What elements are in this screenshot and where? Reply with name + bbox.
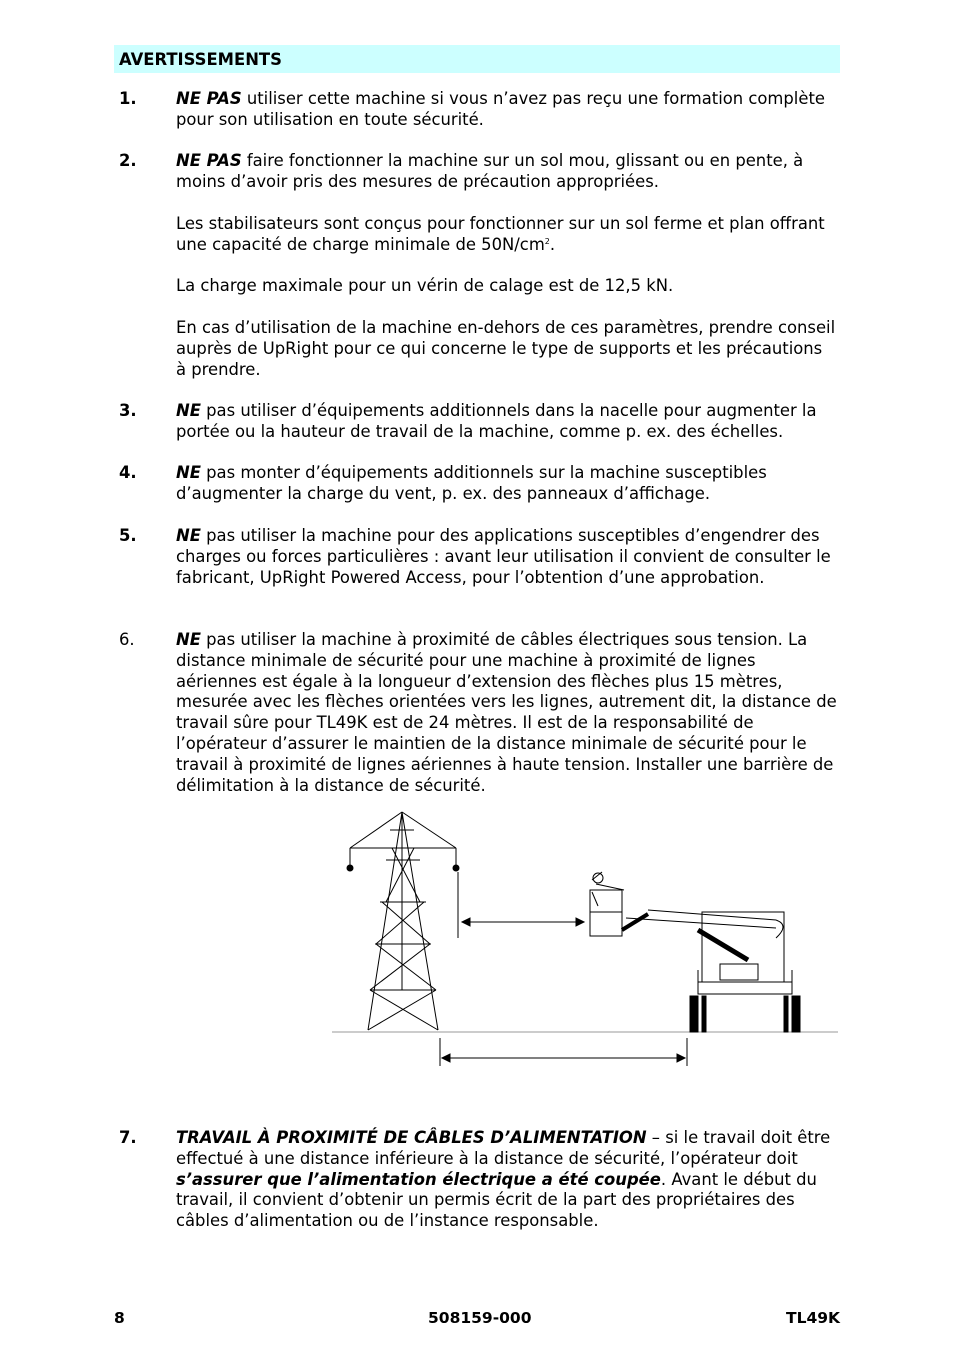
max-load-paragraph: La charge maximale pour un vérin de calage est de 12,5 kN. [176, 276, 674, 295]
item-text: NE pas utiliser la machine à proximité de câbles électriques sous tension. La distance minimale de sécurité pour une machine à proximité de lignes aériennes est égale à la longueur d’extension des flèches plus 15 mètres, mesurée avec les flèches orientées vers les lignes, autrement dit, la distance de travail sûre pour TL49K est de 24 mètres. Il est de la responsabilité de l’opérateur d’assurer le maintien de la distance minimale de sécurité pour le travail à proximité de lignes aériennes à haute tension. Installer une barrière de délimitation à la distance de sécurité. [176, 630, 837, 795]
insulator-left [347, 865, 353, 871]
item-text: NE PAS utiliser cette machine si vous n’avez pas reçu une formation complète pour son utilisation en toute sécurité. [176, 89, 825, 129]
item-number: 7. [119, 1128, 137, 1147]
pylon-icon [350, 812, 456, 1030]
item-text: NE PAS faire fonctionner la machine sur un sol mou, glissant ou en pente, à moins d’avoir pris des mesures de précaution appropriées. [176, 151, 804, 191]
item-number: 4. [119, 463, 137, 482]
outside-parameters-paragraph: En cas d’utilisation de la machine en-dehors de ces paramètres, prendre conseil auprès de UpRight pour ce qui concerne le type de supports et les précautions à prendre. [176, 318, 836, 379]
safety-distance-illustration [330, 810, 842, 1072]
machine-body [690, 912, 800, 1032]
item-text: NE pas utiliser la machine pour des applications susceptibles d’engendrer des charges ou forces particulières : avant leur utilisation il convient de consulter le fabricant, UpRight Powered Access, pour l’obtention d’une approbation. [176, 526, 831, 587]
item-number: 6. [119, 630, 135, 649]
basket-icon [590, 872, 624, 936]
model-name: TL49K [786, 1309, 841, 1327]
item-number: 5. [119, 526, 137, 545]
doc-number: 508159-000 [428, 1309, 532, 1327]
section-title: AVERTISSEMENTS [114, 45, 840, 73]
item-number: 3. [119, 401, 137, 420]
item-number: 2. [119, 151, 137, 170]
page-number: 8 [114, 1309, 125, 1327]
insulator-right [453, 865, 459, 871]
item-text: NE pas monter d’équipements additionnels sur la machine susceptibles d’augmenter la charge du vent, p. ex. des panneaux d’affichage. [176, 463, 767, 503]
item-number: 1. [119, 89, 137, 108]
item-text: TRAVAIL À PROXIMITÉ DE CÂBLES D’ALIMENTATION – si le travail doit être effectué à une distance inférieure à la distance de sécurité, l’opérateur doit s’assurer que l’alimentation électrique a été coupée. Avant le début du travail, il convient d’obtenir un permis écrit de la part des propriétaires des câbles d’alimentation ou de l’instance responsable. [176, 1128, 831, 1231]
stabilizer-paragraph: Les stabilisateurs sont conçus pour fonctionner sur un sol ferme et plan offrant une capacité de charge minimale de $50N/cm^2$. [176, 214, 825, 254]
item-text: NE pas utiliser d’équipements additionnels dans la nacelle pour augmenter la portée ou la hauteur de travail de la machine, comme p. ex. des échelles. [176, 401, 817, 441]
